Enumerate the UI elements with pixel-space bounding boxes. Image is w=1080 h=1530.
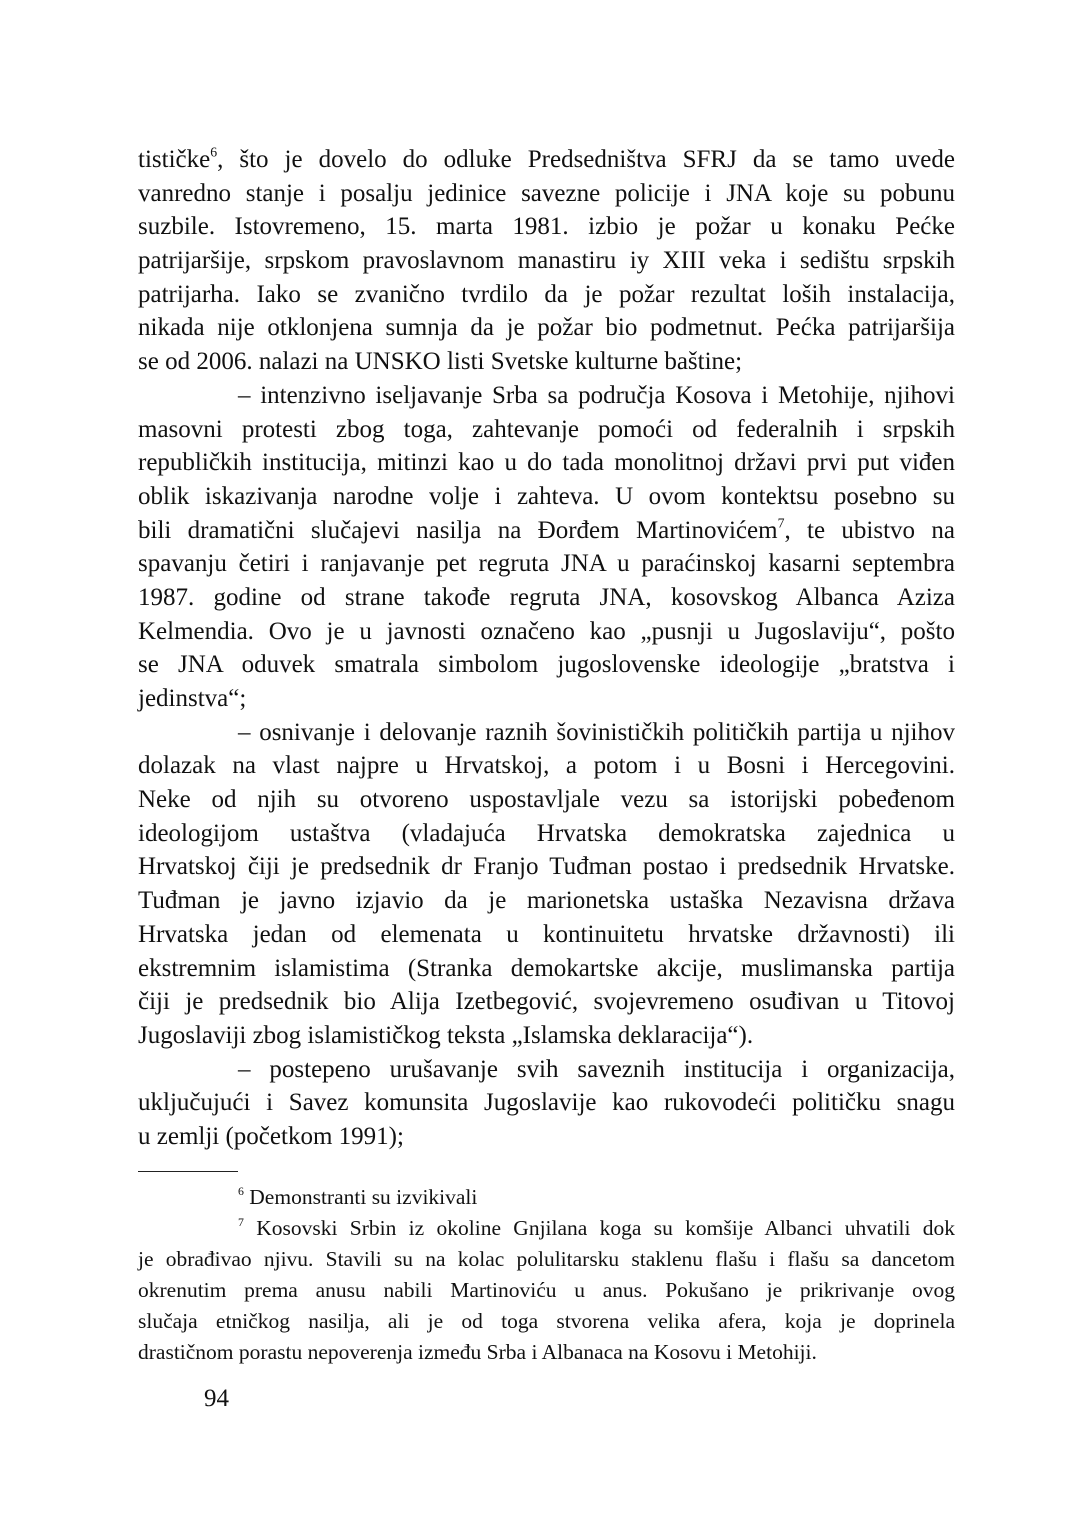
text-run: okrenutim prema anusu nabili Martinoviću u anus. Pokušano je prikrivanje ovog <box>138 1278 955 1302</box>
text-line <box>138 177 955 211</box>
paragraph <box>138 379 955 716</box>
text-line <box>138 716 955 750</box>
text-line <box>138 1182 955 1213</box>
text-line <box>138 1120 955 1154</box>
text-run: Jugoslaviji zbog islamističkog teksta „Islamska deklaracija“). <box>138 1021 754 1049</box>
text-line <box>138 783 955 817</box>
text-line <box>138 918 955 952</box>
text-run: patrijaršije, srpskom pravoslavnom manastiru iy XIII veka i sedištu srpskih <box>138 247 955 275</box>
text-line <box>138 749 955 783</box>
text-run: oblik iskazivanja narodne volje i zahteva. U ovom kontektsu posebno su <box>138 482 955 510</box>
text-line <box>138 379 955 413</box>
text-run: uključujući i Savez komunsita Jugoslavije kao rukovodeći političku snagu <box>138 1089 955 1117</box>
text-line <box>138 244 955 278</box>
text-line <box>138 952 955 986</box>
text-line <box>138 985 955 1019</box>
text-line <box>138 1306 955 1337</box>
body-text <box>138 143 955 1154</box>
text-run: , te ubistvo na <box>784 516 955 544</box>
text-run: Neke od njih su otvoreno uspostavljale vezu sa istorijski pobeđenom <box>138 786 955 814</box>
text-run: nikada nije otklonjena sumnja da je požar bio podmetnut. Pećka patrijaršija <box>138 314 955 342</box>
paragraph <box>138 1053 955 1154</box>
text-run: tističke <box>138 146 211 173</box>
text-run: republičkih institucija, mitinzi kao u do tada monolitnoj državi prvi put viđen <box>138 449 955 477</box>
text-run: suzbile. Istovremeno, 15. marta 1981. izbio je požar u konaku Pećke <box>138 213 955 241</box>
text-run: čiji je predsednik bio Alija Izetbegović, svojevremeno osuđivan u Titovoj <box>138 988 955 1016</box>
text-run: jedinstva“; <box>138 685 247 712</box>
text-line <box>138 278 955 312</box>
text-line <box>138 210 955 244</box>
text-line <box>138 413 955 447</box>
text-line <box>138 345 955 379</box>
text-line <box>138 1244 955 1275</box>
text-line <box>138 615 955 649</box>
paragraph <box>138 716 955 1053</box>
paragraph <box>138 143 955 379</box>
footnotes <box>138 1182 955 1368</box>
text-line <box>138 1053 955 1087</box>
footnote-ref: 7 <box>238 1215 244 1230</box>
text-line <box>138 1275 955 1306</box>
page-number: 94 <box>204 1385 229 1412</box>
text-line <box>138 817 955 851</box>
text-run: bili dramatični slučajevi nasilja na Đorđem Martinovićem <box>138 516 778 544</box>
text-run: ekstremnim islamistima (Stranka demokartske akcije, muslimanska partija <box>138 954 955 982</box>
text-line <box>138 682 955 716</box>
text-line <box>138 143 955 177</box>
text-run: masovni protesti zbog toga, zahtevanje pomoći od federalnih i srpskih <box>138 415 955 443</box>
text-line <box>138 1086 955 1120</box>
text-line <box>138 514 955 548</box>
footnote-ref: 6 <box>238 1184 244 1199</box>
text-run: u zemlji (početkom 1991); <box>138 1122 404 1150</box>
text-run: Hrvatskoj čiji je predsednik dr Franjo Tuđman postao i predsednik Hrvatske. <box>138 853 955 881</box>
text-line <box>138 547 955 581</box>
text-run: Kosovski Srbin iz okoline Gnjilana koga su komšije Albanci uhvatili dok <box>243 1216 955 1240</box>
text-run: patrijarha. Iako se zvanično tvrdilo da je požar rezultat loših instalacija, <box>138 280 955 308</box>
text-line <box>138 1019 955 1053</box>
footnote-divider <box>138 1171 238 1172</box>
text-run: , što je dovelo do odluke Predsedništva SFRJ da se tamo uvede <box>217 146 955 173</box>
text-run: 1987. godine od strane takođe regruta JNA, kosovskog Albanca Aziza <box>138 583 955 611</box>
text-run: Kelmendia. Ovo je u javnosti označeno kao „pusnji u Jugoslaviju“, pošto <box>138 617 955 645</box>
footnote <box>138 1182 955 1213</box>
text-run: Demonstranti su izvikivali <box>243 1185 478 1209</box>
text-line <box>138 581 955 615</box>
text-run: – intenzivno iseljavanje Srba sa područja Kosova i Metohije, njihovi <box>238 381 955 409</box>
text-line <box>138 1213 955 1244</box>
text-line <box>138 1337 955 1368</box>
text-line <box>138 311 955 345</box>
text-line <box>138 884 955 918</box>
text-run: se JNA oduvek smatrala simbolom jugoslovenske ideologije „bratstva i <box>138 651 955 679</box>
text-run: Hrvatska jedan od elemenata u kontinuitetu hrvatske državnosti) ili <box>138 920 955 948</box>
text-run: – postepeno urušavanje svih saveznih institucija i organizacija, <box>238 1055 955 1083</box>
text-line <box>138 648 955 682</box>
text-run: spavanju četiri i ranjavanje pet regruta JNA u paraćinskoj kasarni septembra <box>138 550 955 578</box>
text-run: se od 2006. nalazi na UNSKO listi Svetske kulturne baštine; <box>138 348 743 376</box>
text-line <box>138 850 955 884</box>
footnote <box>138 1213 955 1368</box>
footnote-ref: 7 <box>777 515 785 531</box>
text-line <box>138 480 955 514</box>
text-run: ideologijom ustaštva (vladajuća Hrvatska demokratska zajednica u <box>138 819 955 847</box>
text-line <box>138 446 955 480</box>
text-run: – osnivanje i delovanje raznih šovinističkih političkih partija u njihov <box>238 718 955 746</box>
text-run: je obrađivao njivu. Stavili su na kolac polulitarsku staklenu flašu i flašu sa dancetom <box>138 1247 955 1271</box>
text-run: Tuđman je javno izjavio da je marionetska ustaška Nezavisna država <box>138 887 955 915</box>
text-run: drastičnom porastu nepoverenja između Srba i Albanaca na Kosovu i Metohiji. <box>138 1340 817 1364</box>
footnote-ref: 6 <box>210 144 218 160</box>
text-run: slučaja etničkog nasilja, ali je od toga stvorena velika afera, koja je doprinela <box>138 1309 955 1333</box>
text-run: dolazak na vlast najpre u Hrvatskoj, a potom i u Bosni i Hercegovini. <box>138 752 955 780</box>
text-run: vanredno stanje i posalju jedinice savezne policije i JNA koje su pobunu <box>138 179 955 207</box>
